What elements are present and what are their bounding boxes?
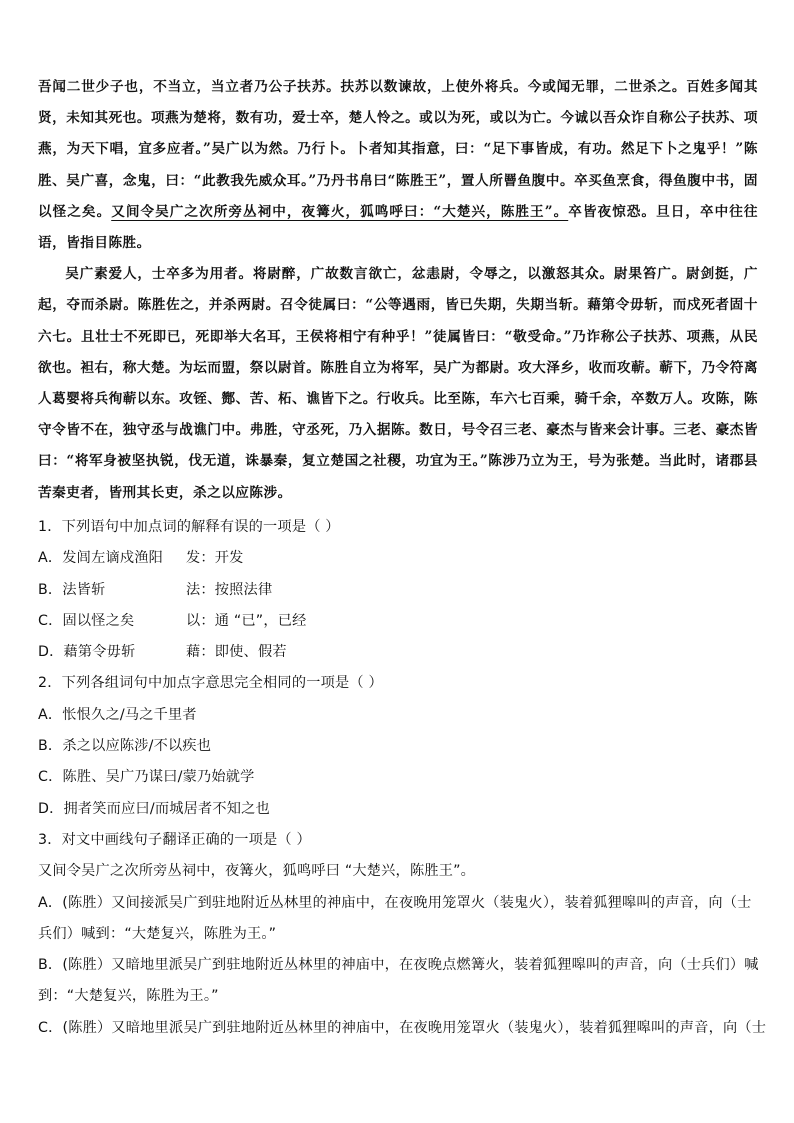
question-3-option-b: B．(陈胜）又暗地里派吴广到驻地附近丛林里的神庙中，在夜晚点燃篝火，装着狐狸嗥叫的声音，向（士兵们）喊到：“大楚复兴，陈胜为王。” [38, 957, 759, 1005]
question-3-quote: 又间令吴广之次所旁丛祠中，夜篝火，狐鸣呼曰 “大楚兴，陈胜王”。 [38, 863, 476, 880]
question-2-option-a: A．怅恨久之/马之千里者 [38, 706, 197, 723]
question-2-option-b: B．杀之以应陈涉/不以疾也 [38, 738, 212, 755]
question-2-option-c: C．陈胜、吴广乃谋曰/蒙乃始就学 [38, 769, 255, 786]
question-2-stem: 2．下列各组词句中加点字意思完全相同的一项是（ ） [38, 675, 383, 692]
underlined-sentence: 又间令吴广之次所旁丛祠中，夜篝火，狐鸣呼曰：“大楚兴，陈胜王”。 [111, 203, 569, 220]
questions-section [38, 512, 767, 1044]
option-text: C．固以怪之矣 [38, 612, 135, 629]
question-1-option-d [38, 637, 760, 668]
option-gloss: 藉：即使、假若 [186, 644, 287, 661]
option-gloss: 以：通 “已”，已经 [186, 612, 307, 629]
option-text: A．发闾左谪戍渔阳 [38, 550, 164, 567]
passage-text: 卒皆夜惊恐。旦日，卒中往往语，皆指目陈胜。 [38, 203, 759, 252]
question-2-option-d: D．拥者笑而应曰/而城居者不知之也 [38, 800, 270, 817]
option-text: D．藉第令毋斩 [38, 644, 136, 661]
question-3-option-c: C．(陈胜）又暗地里派吴广到驻地附近丛林里的神庙中，在夜晚用笼罩火（装鬼火），装着狐狸嗥叫的声音，向（士 [38, 1019, 767, 1036]
passage-paragraph-1 [38, 72, 758, 259]
passage-text: 吾闻二世少子也，不当立，当立者乃公子扶苏。扶苏以数谏故，上使外将兵。今或闻无罪，二世杀之。百姓多闻其贤，未知其死也。项燕为楚将，数有功，爱士卒，楚人怜之。或以为死，或以为亡。今诚以吾众诈自称公子扶苏、项燕，为天下唱，宜多应者。”吴广以为然。乃行卜。卜者知其指意，曰：“足下事皆成，有功。然足下卜之鬼乎！”陈胜、吴广喜，念鬼，曰：“此教我先威众耳。”乃丹书帛曰“陈胜王”，置人所罾鱼腹中。卒买鱼烹食，得鱼腹中书，固以怪之矣。 [38, 79, 758, 220]
option-gloss: 法：按照法律 [186, 581, 273, 598]
classical-chinese-passage [38, 72, 758, 509]
option-gloss: 发：开发 [186, 550, 244, 567]
question-1-option-a [38, 543, 760, 574]
question-1-option-c [38, 606, 760, 637]
question-1-stem: 1．下列语句中加点词的解释有误的一项是（ ） [38, 519, 340, 535]
question-3-stem: 3．对文中画线句子翻译正确的一项是（ ） [38, 831, 311, 848]
question-1-option-b [38, 575, 760, 606]
option-text: B．法皆斩 [38, 581, 106, 598]
passage-paragraph-2: 吴广素爱人，士卒多为用者。将尉醉，广故数言欲亡，忿恚尉，令辱之，以激怒其众。尉果笞广。尉剑挺，广起，夺而杀尉。陈胜佐之，并杀两尉。召令徒属曰：“公等遇雨，皆已失期，失期当斩。藉第令毋斩，而戍死者固十六七。且壮士不死即已，死即举大名耳，王侯将相宁有种乎！”徒属皆曰：“敬受命。”乃诈称公子扶苏、项燕，从民欲也。袒右，称大楚。为坛而盟，祭以尉首。陈胜自立为将军，吴广为都尉。攻大泽乡，收而攻蕲。蕲下，乃令符离人葛婴将兵徇蕲以东。攻铚、酂、苦、柘、谯皆下之。行收兵。比至陈，车六七百乘，骑千余，卒数万人。攻陈，陈守令皆不在，独守丞与战谯门中。弗胜，守丞死，乃入据陈。数日，号令召三老、豪杰与皆来会计事。三老、豪杰皆曰：“将军身被坚执锐，伐无道，诛暴秦，复立楚国之社稷，功宜为王。”陈涉乃立为王，号为张楚。当此时，诸郡县苦秦吏者，皆刑其长吏，杀之以应陈涉。 [38, 266, 758, 501]
question-3-option-a: A．(陈胜）又间接派吴广到驻地附近丛林里的神庙中，在夜晚用笼罩火（装鬼火），装着狐狸嗥叫的声音，向（士兵们）喊到：“大楚复兴，陈胜为王。” [38, 894, 752, 942]
